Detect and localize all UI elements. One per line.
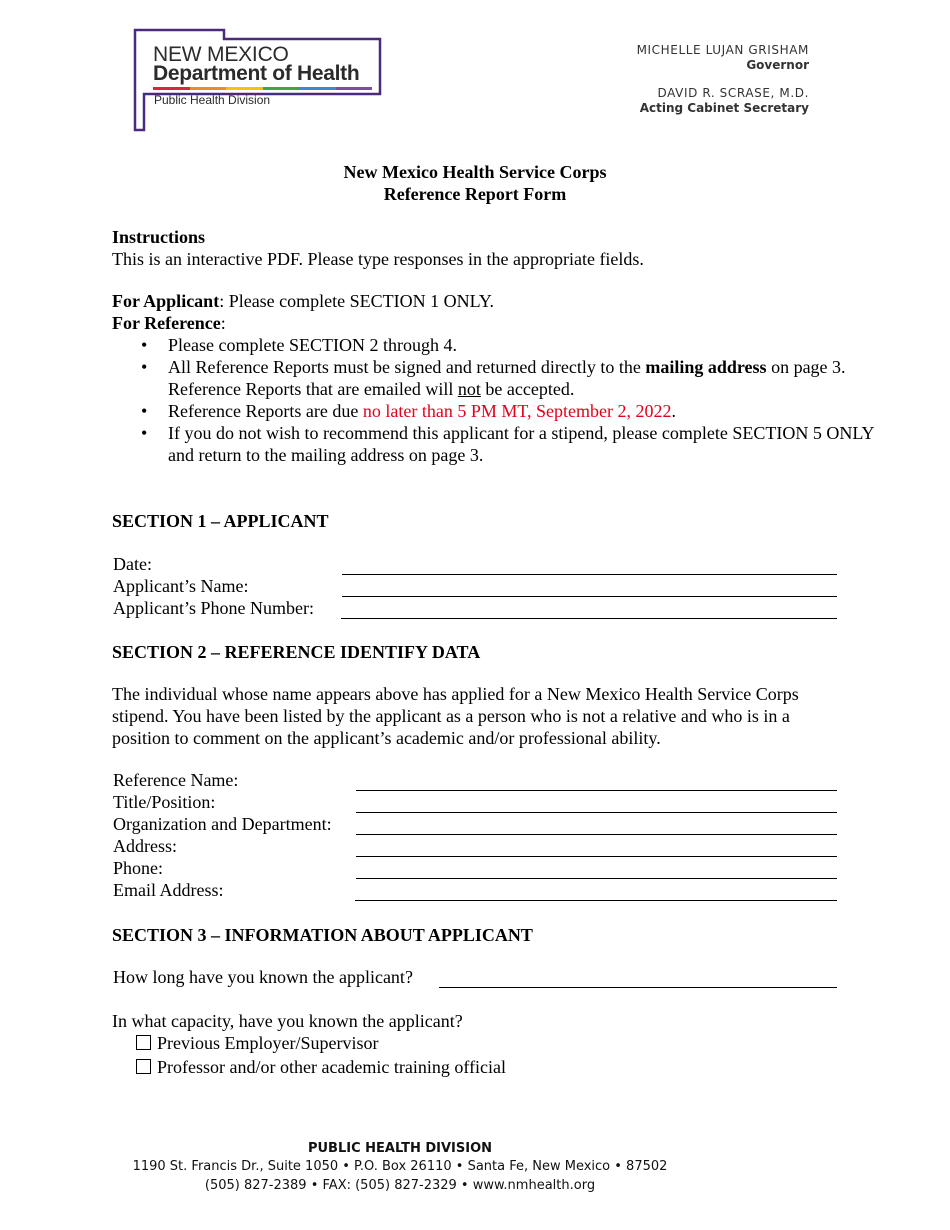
bullet-text: If you do not wish to recommend this applicant for a stipend, please complete SECTION 5 ONLY and return to the mailing address on page 3.	[168, 423, 874, 465]
instructions-text: This is an interactive PDF. Please type responses in the appropriate fields.	[112, 249, 644, 269]
footer-division: PUBLIC HEALTH DIVISION	[307, 1141, 493, 1156]
governor-title: Governor	[746, 58, 809, 72]
bullet-text: All Reference Reports must be signed and returned directly to the	[168, 357, 646, 377]
known-duration-label: How long have you known the applicant?	[113, 967, 413, 987]
secretary-name: DAVID R. SCRASE, M.D.	[657, 86, 809, 100]
for-reference-label: For Reference	[112, 313, 221, 333]
reference-name-field[interactable]	[356, 769, 837, 791]
reference-instructions-list	[112, 334, 898, 466]
secretary-title: Acting Cabinet Secretary	[639, 101, 809, 115]
applicant-phone-field[interactable]	[341, 597, 837, 619]
capacity-question: In what capacity, have you known the applicant?	[112, 1011, 463, 1031]
bullet-text: on page 3. Reference Reports that are emailed will	[168, 357, 846, 399]
officials-block	[637, 43, 809, 116]
organization-field[interactable]	[356, 813, 837, 835]
governor-name: MICHELLE LUJAN GRISHAM	[636, 43, 809, 57]
for-applicant-line	[112, 290, 494, 312]
applicant-name-label: Applicant’s Name:	[113, 576, 249, 596]
address-field[interactable]	[356, 835, 837, 857]
address-label: Address:	[113, 836, 177, 856]
professor-option-label: Professor and/or other academic training official	[157, 1057, 507, 1077]
date-field[interactable]	[342, 553, 837, 575]
stripe-red	[153, 87, 190, 90]
form-title	[0, 161, 950, 205]
form-title-line2: Reference Report Form	[383, 184, 567, 204]
bullet-text: Please complete SECTION 2 through 4.	[168, 335, 457, 355]
bullet-text: .	[671, 401, 677, 421]
instructions-heading: Instructions	[112, 227, 206, 247]
stripe-orange	[190, 87, 227, 90]
bullet-text: Reference Reports are due	[168, 401, 363, 421]
logo-line-new-mexico: NEW MEXICO	[153, 43, 289, 66]
deadline-text: no later than 5 PM MT, September 2, 2022	[362, 401, 672, 421]
professor-checkbox[interactable]	[136, 1059, 151, 1074]
bullet-text: be accepted.	[480, 379, 575, 399]
for-applicant-label: For Applicant	[112, 291, 220, 311]
section2-paragraph: The individual whose name appears above has applied for a New Mexico Health Service Corps stipend. You have been listed by the applicant as a person who is not a relative and who is in a position to comment on the applicant’s academic and/or professional ability.	[112, 684, 799, 748]
logo-color-stripe	[153, 87, 372, 90]
date-label: Date:	[113, 554, 152, 574]
stripe-green	[263, 87, 300, 90]
list-item	[168, 400, 898, 422]
title-position-label: Title/Position:	[113, 792, 216, 812]
organization-label: Organization and Department:	[113, 814, 332, 834]
phone-label: Phone:	[113, 858, 164, 878]
section3-heading: SECTION 3 – INFORMATION ABOUT APPLICANT	[112, 925, 533, 945]
list-item	[168, 422, 898, 466]
footer-contact: (505) 827-2389 • FAX: (505) 827-2329 • www.nmhealth.org	[204, 1178, 596, 1193]
employer-option-label: Previous Employer/Supervisor	[157, 1033, 379, 1053]
for-reference-line	[112, 312, 226, 334]
option-employer[interactable]	[136, 1031, 378, 1055]
email-field[interactable]	[355, 879, 837, 901]
email-label: Email Address:	[113, 880, 224, 900]
not-emphasis: not	[457, 379, 481, 399]
logo-line-division: Public Health Division	[154, 93, 271, 107]
applicant-name-field[interactable]	[342, 575, 837, 597]
stripe-yellow	[226, 87, 263, 90]
footer-address: 1190 St. Francis Dr., Suite 1050 • P.O. Box 26110 • Santa Fe, New Mexico • 87502	[132, 1159, 668, 1174]
section1-heading: SECTION 1 – APPLICANT	[112, 511, 329, 531]
section2-heading: SECTION 2 – REFERENCE IDENTIFY DATA	[112, 642, 481, 662]
for-applicant-text: : Please complete SECTION 1 ONLY.	[219, 291, 495, 311]
option-professor[interactable]	[136, 1055, 506, 1079]
known-duration-field[interactable]	[439, 966, 837, 988]
stripe-blue	[299, 87, 336, 90]
list-item	[168, 356, 898, 400]
title-position-field[interactable]	[356, 791, 837, 813]
list-item	[168, 334, 898, 356]
mailing-address-emphasis: mailing address	[645, 357, 767, 377]
employer-checkbox[interactable]	[136, 1035, 151, 1050]
phone-field[interactable]	[356, 857, 837, 879]
form-title-line1: New Mexico Health Service Corps	[343, 162, 607, 182]
applicant-phone-label: Applicant’s Phone Number:	[113, 598, 314, 618]
logo-line-department: Department of Health	[153, 62, 360, 85]
reference-name-label: Reference Name:	[113, 770, 239, 790]
stripe-purple	[336, 87, 373, 90]
for-reference-colon: :	[220, 313, 226, 333]
